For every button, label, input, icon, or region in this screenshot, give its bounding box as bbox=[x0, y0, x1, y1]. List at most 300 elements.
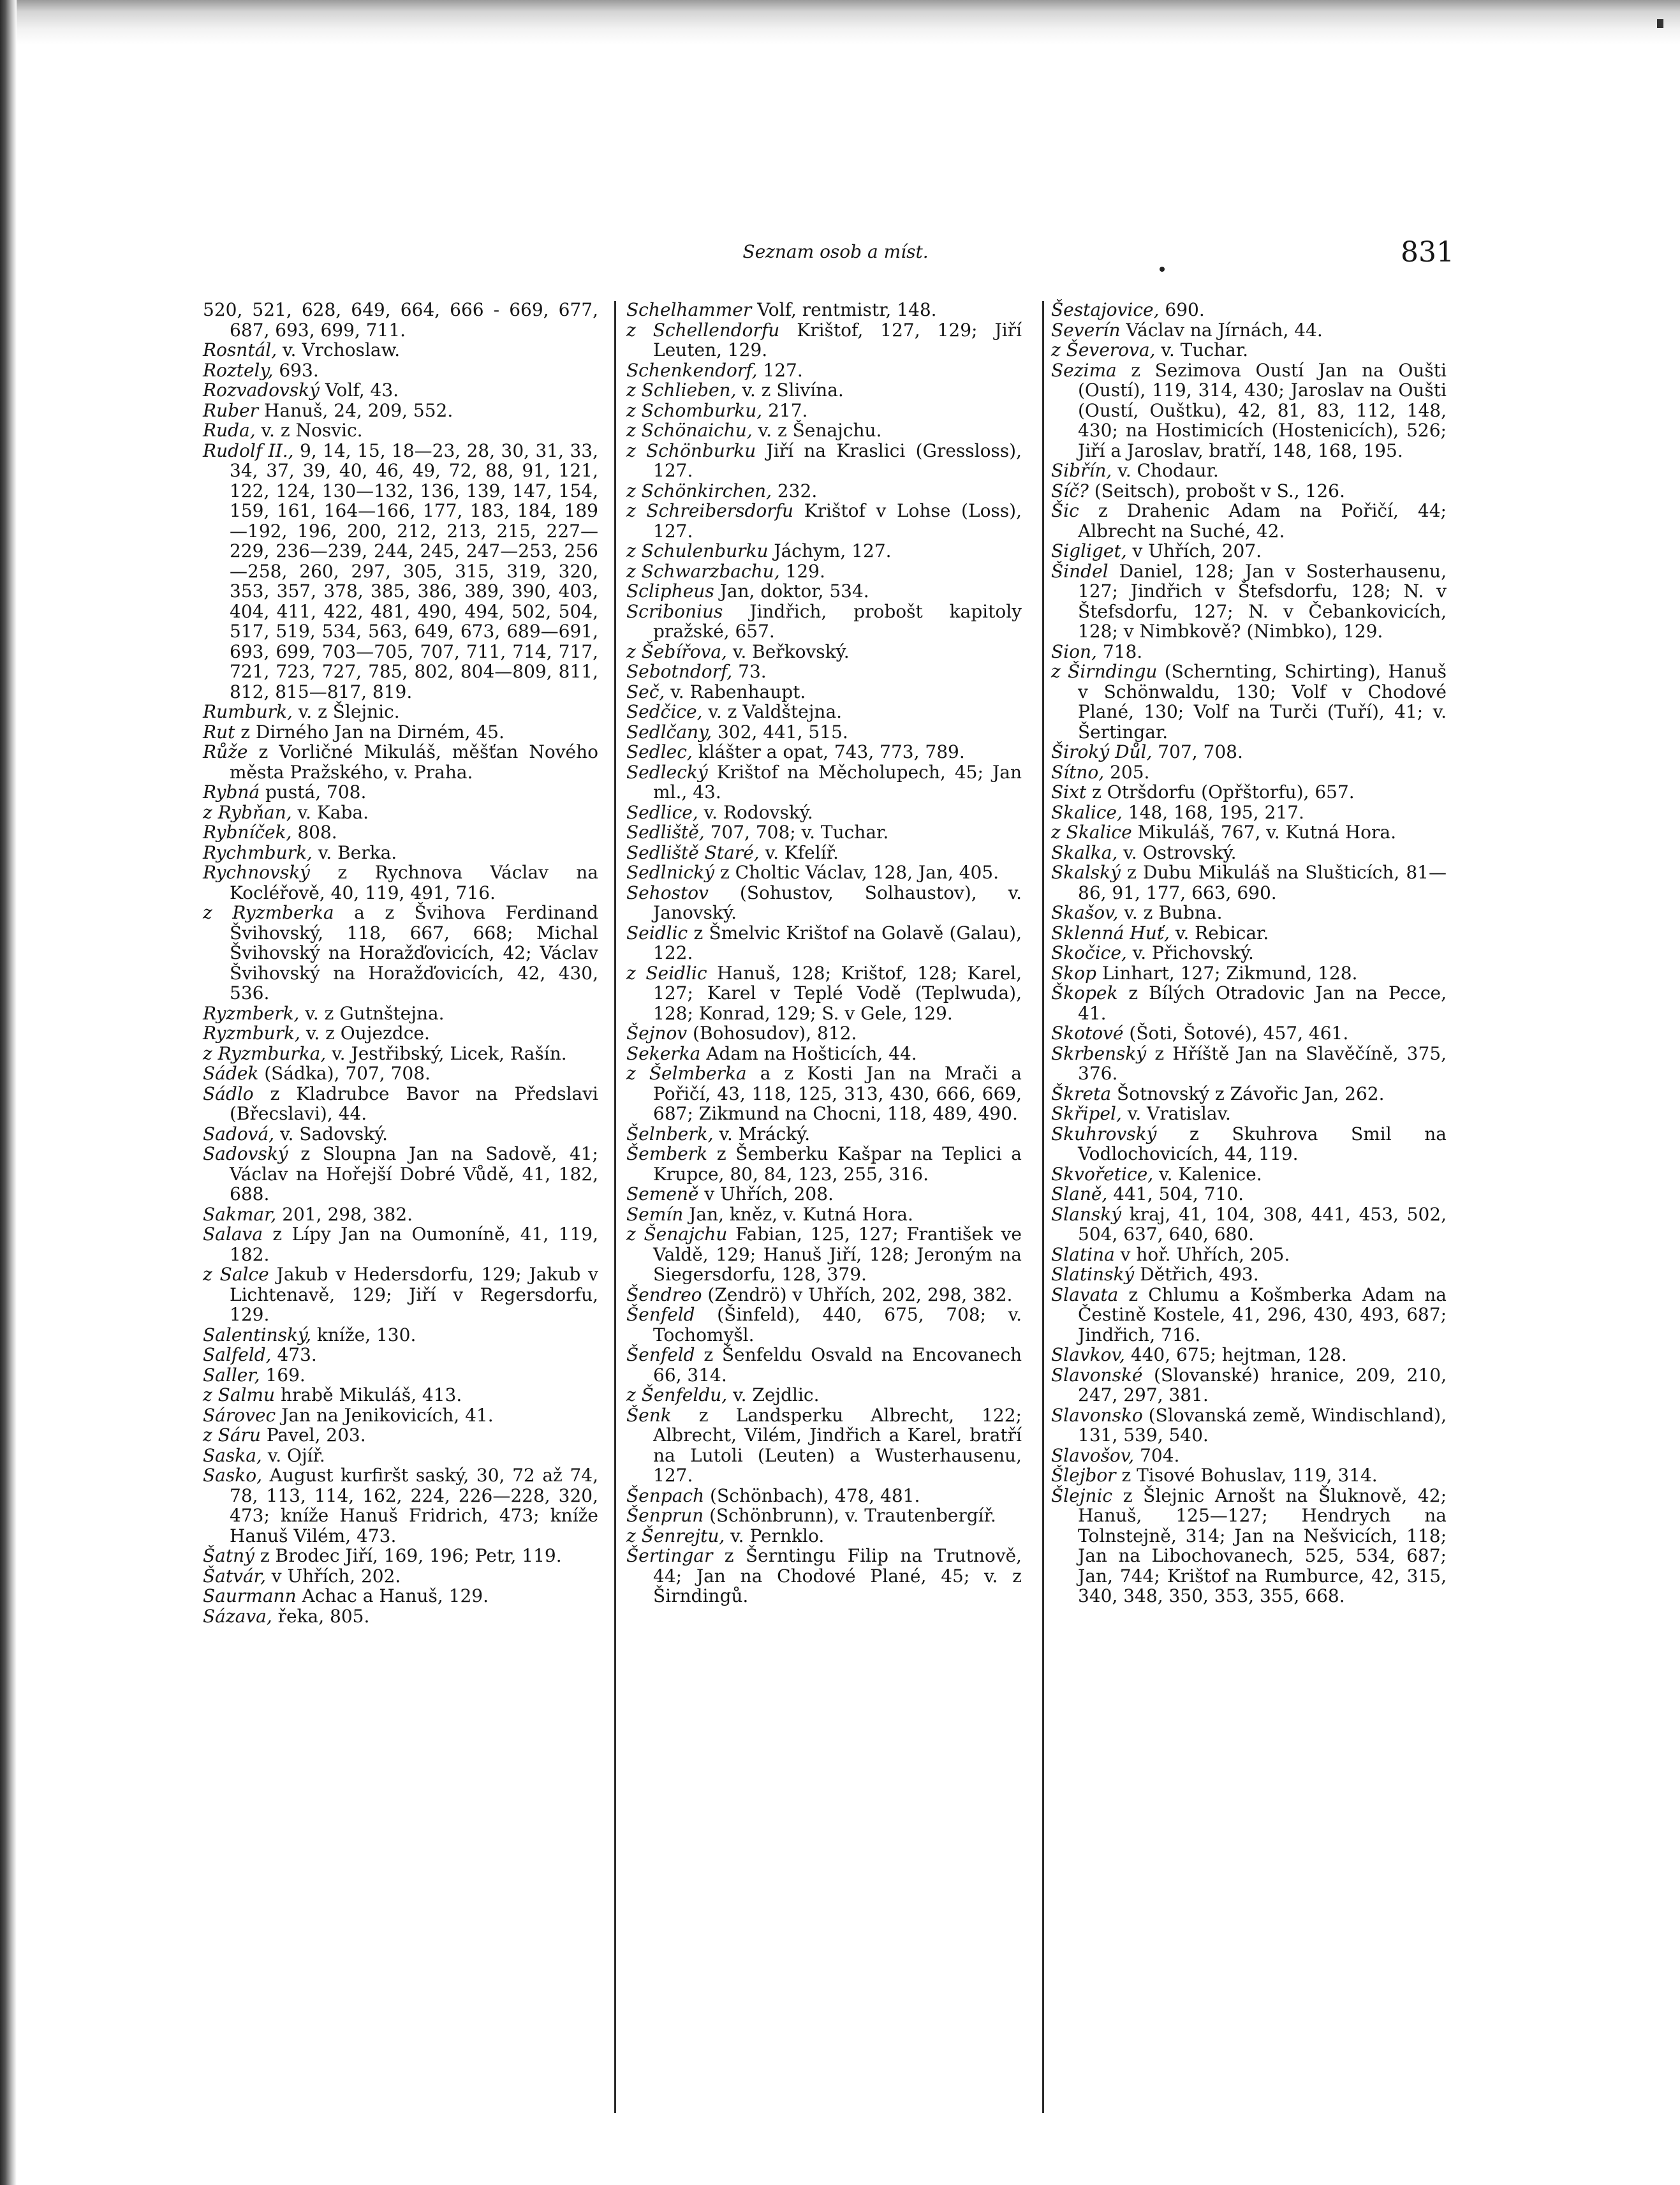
entry-headword: Sibřín, bbox=[1051, 460, 1112, 481]
entry-text: (Šinfeld), 440, 675, 708; v. Tochomyšl. bbox=[653, 1304, 1022, 1345]
entry-headword: Skalský bbox=[1051, 862, 1121, 883]
entry-headword: Sadová, bbox=[203, 1123, 275, 1144]
entry-text: v. Rebicar. bbox=[1169, 922, 1269, 944]
entry-text: v. Ojíř. bbox=[262, 1444, 325, 1466]
index-entry bbox=[626, 662, 1022, 682]
index-entry bbox=[626, 1285, 1022, 1305]
entry-text: v. Zejdlic. bbox=[727, 1384, 820, 1405]
entry-headword: Sedlnický bbox=[626, 862, 715, 883]
entry-text: v. Vratislav. bbox=[1121, 1103, 1231, 1124]
entry-headword: Semeně bbox=[626, 1183, 699, 1204]
index-entry bbox=[1051, 340, 1447, 360]
entry-text: z Šemberku Kašpar na Teplici a Krupce, 80, 84, 123, 255, 316. bbox=[653, 1143, 1022, 1185]
entry-text: v hoř. Uhřích, 205. bbox=[1114, 1243, 1290, 1265]
entry-text: Adam na Hošticích, 44. bbox=[700, 1042, 917, 1064]
entry-text: z Sloupna Jan na Sadově, 41; Václav na Hořejší Dobré Vůdě, 41, 182, 688. bbox=[230, 1143, 598, 1204]
index-entry bbox=[203, 360, 598, 381]
index-entry bbox=[626, 1224, 1022, 1285]
entry-text: Jakub v Hedersdorfu, 129; Jakub v Lichtenavě, 129; Jiří v Regersdorfu, 129. bbox=[230, 1264, 598, 1325]
entry-text: Fabian, 125, 127; František ve Valdě, 129; Hanuš Jiří, 128; Jeroným na Siegersdorfu, 128, 379. bbox=[653, 1224, 1022, 1285]
entry-headword: Sadovský bbox=[203, 1143, 288, 1164]
entry-headword: z Schreibersdorfu bbox=[626, 500, 794, 521]
index-entry bbox=[1051, 1446, 1447, 1466]
index-entry bbox=[1051, 1124, 1447, 1164]
index-entry bbox=[203, 1144, 598, 1204]
entry-text: řeka, 805. bbox=[272, 1605, 370, 1627]
entry-headword: Skočice, bbox=[1051, 942, 1127, 963]
entry-text: kraj, 41, 104, 308, 441, 453, 502, 504, 637, 640, 680. bbox=[1078, 1203, 1447, 1245]
entry-text: v Uhřích, 207. bbox=[1126, 540, 1262, 561]
entry-text: 693. bbox=[273, 359, 319, 381]
index-entry bbox=[203, 1546, 598, 1566]
entry-headword: Schelhammer bbox=[626, 299, 752, 320]
index-entry bbox=[626, 501, 1022, 541]
index-entry bbox=[1051, 782, 1447, 803]
index-entry bbox=[626, 722, 1022, 743]
entry-text: klášter a opat, 743, 773, 789. bbox=[692, 741, 965, 762]
entry-text: (Šoti, Šotové), 457, 461. bbox=[1123, 1023, 1349, 1044]
entry-text: v. z Gutnštejna. bbox=[299, 1002, 445, 1024]
running-title: Seznam osob a míst. bbox=[742, 241, 929, 262]
entry-text: z Tisové Bohuslav, 119, 314. bbox=[1116, 1465, 1378, 1486]
entry-text: v. Kfelíř. bbox=[759, 841, 839, 863]
entry-text: 73. bbox=[732, 661, 767, 682]
entry-text: 707, 708; v. Tuchar. bbox=[704, 822, 889, 843]
entry-headword: Škopek bbox=[1051, 982, 1118, 1004]
index-entry bbox=[203, 441, 598, 702]
index-entry bbox=[203, 340, 598, 360]
entry-headword: Rumburk, bbox=[203, 701, 293, 722]
entry-headword: Sádek bbox=[203, 1063, 259, 1084]
entry-headword: z Salce bbox=[203, 1264, 269, 1285]
index-entry bbox=[203, 1044, 598, 1064]
index-entry bbox=[626, 1486, 1022, 1506]
index-entry bbox=[1051, 762, 1447, 783]
entry-headword: Scribonius bbox=[626, 600, 723, 622]
entry-text: kníže, 130. bbox=[311, 1324, 416, 1345]
index-entry bbox=[203, 803, 598, 823]
entry-text: z Bílých Otradovic Jan na Pecce, 41. bbox=[1078, 982, 1447, 1024]
entry-text: v. z Šenajchu. bbox=[752, 420, 882, 441]
entry-text: v. Rabenhaupt. bbox=[665, 681, 806, 702]
index-entry bbox=[626, 1345, 1022, 1385]
index-entry bbox=[203, 843, 598, 863]
entry-headword: z Salmu bbox=[203, 1384, 276, 1405]
index-entry bbox=[626, 360, 1022, 381]
index-entry bbox=[1051, 1104, 1447, 1124]
index-entry bbox=[626, 803, 1022, 823]
index-entry bbox=[1051, 1245, 1447, 1265]
index-entry bbox=[1051, 642, 1447, 662]
entry-text: (Slovanské) hranice, 209, 210, 247, 297, 381. bbox=[1078, 1364, 1447, 1405]
entry-text: 129. bbox=[779, 560, 825, 582]
index-entry bbox=[203, 1385, 598, 1405]
entry-headword: z Schlieben, bbox=[626, 380, 737, 401]
entry-text: (Schernting, Schirting), Hanuš v Schönwaldu, 130; Volf v Chodové Plané, 130; Volf na Turči (Tuří), 41; v. Šertingar. bbox=[1078, 661, 1447, 743]
index-entry bbox=[203, 702, 598, 722]
entry-text: 148, 168, 195, 217. bbox=[1122, 801, 1304, 823]
entry-text: Daniel, 128; Jan v Sosterhausenu, 127; Jindřich v Štefsdorfu, 128; N. v Štefsdorfu, 127; N. v Čebankovicích, 128; v Nimbkově? (Nimbko), 129. bbox=[1078, 560, 1447, 642]
entry-headword: Šindel bbox=[1051, 560, 1109, 582]
entry-text: 127. bbox=[757, 359, 803, 381]
entry-headword: z Širndingu bbox=[1051, 661, 1158, 682]
index-entry bbox=[203, 1365, 598, 1386]
index-entry bbox=[203, 1606, 598, 1627]
entry-headword: Seidlic bbox=[626, 922, 688, 944]
index-entry bbox=[203, 1063, 598, 1084]
index-entry bbox=[626, 1305, 1022, 1345]
index-column-2 bbox=[626, 300, 1022, 1606]
index-entry bbox=[1051, 843, 1447, 863]
index-entry bbox=[203, 863, 598, 903]
entry-headword: Sebotndorf, bbox=[626, 661, 733, 682]
entry-text: 205. bbox=[1104, 761, 1150, 783]
entry-text: 201, 298, 382. bbox=[276, 1203, 413, 1225]
index-entry bbox=[626, 923, 1022, 963]
entry-text: (Sohustov, Solhaustov), v. Janovský. bbox=[653, 882, 1022, 923]
entry-text: (Zendrö) v Uhřích, 202, 298, 382. bbox=[702, 1284, 1013, 1305]
index-entry bbox=[626, 1506, 1022, 1526]
entry-text: Jan, kněz, v. Kutná Hora. bbox=[683, 1203, 913, 1225]
entry-headword: Salfeld, bbox=[203, 1344, 272, 1365]
entry-headword: Růže bbox=[203, 741, 248, 762]
entry-text: z Kladrubce Bavor na Předslavi (Břecslavi), 44. bbox=[230, 1083, 598, 1124]
entry-text: v. Kaba. bbox=[291, 801, 369, 823]
index-entry bbox=[203, 1264, 598, 1325]
column-rule-2 bbox=[1042, 301, 1044, 2113]
index-entry bbox=[626, 843, 1022, 863]
index-entry bbox=[1051, 923, 1447, 944]
entry-headword: Sixt bbox=[1051, 781, 1087, 803]
index-entry bbox=[626, 380, 1022, 401]
entry-headword: Saska, bbox=[203, 1444, 262, 1466]
entry-headword: z Skalice bbox=[1051, 822, 1132, 843]
index-entry bbox=[1051, 1164, 1447, 1185]
entry-text: Jan na Jenikovicích, 41. bbox=[276, 1404, 494, 1426]
entry-headword: Slavonské bbox=[1051, 1364, 1143, 1386]
entry-text: Dětřich, 493. bbox=[1134, 1264, 1259, 1285]
entry-headword: Rozvadovský bbox=[203, 380, 320, 401]
index-entry bbox=[1051, 903, 1447, 923]
entry-text: Pavel, 203. bbox=[260, 1425, 366, 1446]
entry-text: v. Tuchar. bbox=[1155, 339, 1248, 360]
entry-headword: Sedlčany, bbox=[626, 721, 712, 743]
entry-headword: z Šenfeldu, bbox=[626, 1384, 728, 1405]
index-entry bbox=[626, 541, 1022, 561]
index-entry bbox=[626, 682, 1022, 702]
index-entry bbox=[1051, 963, 1447, 984]
index-entry bbox=[203, 300, 598, 340]
entry-headword: z Schwarzbachu, bbox=[626, 560, 780, 582]
entry-headword: Saller, bbox=[203, 1364, 260, 1386]
index-entry bbox=[203, 1465, 598, 1546]
entry-text: v. Ostrovský. bbox=[1117, 841, 1237, 863]
entry-headword: Šestajovice, bbox=[1051, 299, 1160, 320]
entry-text: Jáchym, 127. bbox=[768, 540, 892, 561]
index-entry bbox=[203, 380, 598, 401]
entry-headword: Slavkov, bbox=[1051, 1344, 1125, 1365]
index-entry bbox=[626, 602, 1022, 642]
index-column-3 bbox=[1051, 300, 1447, 1606]
entry-headword: Šejnov bbox=[626, 1023, 688, 1044]
index-entry bbox=[1051, 983, 1447, 1023]
entry-text: v. Přichovský. bbox=[1126, 942, 1254, 963]
entry-text: (Seitsch), probošt v S., 126. bbox=[1088, 480, 1345, 501]
index-entry bbox=[626, 1184, 1022, 1204]
entry-headword: Rychmburk, bbox=[203, 841, 313, 863]
entry-headword: Šenfeld bbox=[626, 1304, 695, 1325]
entry-headword: Semín bbox=[626, 1203, 684, 1225]
entry-text: z Lípy Jan na Oumoníně, 41, 119, 182. bbox=[230, 1224, 598, 1265]
entry-text: v. Jestřibský, Licek, Rašín. bbox=[326, 1042, 567, 1064]
entry-headword: Síč? bbox=[1051, 480, 1089, 501]
index-entry bbox=[626, 1063, 1022, 1124]
index-entry bbox=[626, 320, 1022, 360]
entry-text: (Slovanská země, Windischland), 131, 539, 540. bbox=[1078, 1404, 1447, 1446]
entry-headword: Rudolf II., bbox=[203, 440, 294, 461]
index-entry bbox=[203, 1566, 598, 1587]
entry-text: z Landsperku Albrecht, 122; Albrecht, Vilém, Jindřich a Karel, bratří na Lutoli (Leuten) a Wusterhausenu, 127. bbox=[653, 1404, 1022, 1486]
entry-text: Jiří na Kraslici (Gressloss), 127. bbox=[653, 440, 1022, 481]
index-entry bbox=[626, 1023, 1022, 1044]
entry-headword: Rosntál, bbox=[203, 339, 277, 360]
entry-headword: Skalice, bbox=[1051, 801, 1123, 823]
index-entry bbox=[1051, 300, 1447, 320]
entry-text: a z Švihova Ferdinand Švihovský, 118, 667, 668; Michal Švihovský na Horažďovicích, 42; Václav Švihovský na Horažďovicích, 42, 430, 536. bbox=[230, 902, 598, 1004]
index-entry bbox=[1051, 360, 1447, 461]
entry-headword: Široký Důl, bbox=[1051, 741, 1153, 762]
entry-text: z Brodec Jiří, 169, 196; Petr, 119. bbox=[254, 1545, 562, 1566]
index-entry bbox=[203, 1405, 598, 1426]
entry-text: v. Berka. bbox=[312, 841, 397, 863]
entry-text: Šotnovský z Závořic Jan, 262. bbox=[1111, 1083, 1385, 1104]
entry-text: 707, 708. bbox=[1152, 741, 1243, 762]
entry-text: (Bohosudov), 812. bbox=[687, 1023, 857, 1044]
entry-text: v. z Valdštejna. bbox=[702, 701, 843, 722]
entry-headword: z Šenrejtu, bbox=[626, 1525, 725, 1546]
entry-headword: z Schönkirchen, bbox=[626, 480, 772, 501]
entry-text: Mikuláš, 767, v. Kutná Hora. bbox=[1131, 822, 1397, 843]
entry-text: (Schönbach), 478, 481. bbox=[704, 1485, 920, 1506]
entry-headword: Sedlec, bbox=[626, 741, 693, 762]
entry-headword: Slatinský bbox=[1051, 1264, 1135, 1285]
entry-headword: z Ševerova, bbox=[1051, 339, 1156, 360]
entry-headword: Šatný bbox=[203, 1545, 254, 1566]
entry-headword: Sigliget, bbox=[1051, 540, 1127, 561]
index-entry bbox=[626, 1526, 1022, 1546]
entry-text: z Drahenic Adam na Pořičí, 44; Albrecht na Suché, 42. bbox=[1078, 500, 1447, 542]
entry-headword: Šenpach bbox=[626, 1485, 705, 1506]
scan-edge-top bbox=[0, 0, 1680, 45]
index-entry bbox=[626, 1204, 1022, 1225]
index-entry bbox=[1051, 461, 1447, 481]
scan-edge-mark bbox=[1657, 19, 1663, 28]
entry-text: v. Sadovský. bbox=[274, 1123, 388, 1144]
entry-headword: Salava bbox=[203, 1224, 263, 1245]
index-entry bbox=[626, 1144, 1022, 1184]
index-entry bbox=[203, 420, 598, 441]
index-entry bbox=[626, 420, 1022, 441]
index-entry bbox=[626, 762, 1022, 803]
index-entry bbox=[1051, 1285, 1447, 1345]
entry-text: z Dubu Mikuláš na Slušticích, 81—86, 91, 177, 663, 690. bbox=[1078, 862, 1447, 903]
entry-text: 440, 675; hejtman, 128. bbox=[1124, 1344, 1347, 1365]
index-column-1 bbox=[203, 300, 598, 1626]
entry-headword: Sklenná Huť, bbox=[1051, 922, 1170, 944]
entry-headword: Sakmar, bbox=[203, 1203, 277, 1225]
index-entry bbox=[1051, 822, 1447, 843]
entry-headword: Sedčice, bbox=[626, 701, 703, 722]
entry-headword: Sehostov bbox=[626, 882, 709, 903]
index-entry bbox=[203, 822, 598, 843]
entry-text: z Šlejnic Arnošt na Šluknově, 42; Hanuš, 125—127; Hendrych na Tolnstejně, 314; Jan na Nešvicích, 118; Jan na Libochovanech, 525, 534, 687; Jan, 744; Krištof na Rumburce, 42, 315, 340, 348, 350, 353, 355, 668. bbox=[1078, 1485, 1447, 1606]
entry-text: v. Chodaur. bbox=[1112, 460, 1219, 481]
entry-headword: Salentinský, bbox=[203, 1324, 312, 1345]
entry-text: z Sezimova Oustí Jan na Oušti (Oustí), 119, 314, 430; Jaroslav na Oušti (Oustí, Ouštku), 42, 81, 83, 112, 148, 430; na Hostimicích (Hostenicích), 526; Jiří a Jaroslav, bratří, 148, 168, 195. bbox=[1078, 359, 1447, 461]
entry-text: 718. bbox=[1096, 641, 1143, 662]
entry-headword: z Šenajchu bbox=[626, 1224, 728, 1245]
index-entry bbox=[1051, 561, 1447, 642]
entry-headword: Rybníček, bbox=[203, 822, 292, 843]
entry-text: 473. bbox=[271, 1344, 317, 1365]
index-entry bbox=[203, 1224, 598, 1264]
index-entry bbox=[203, 1345, 598, 1365]
entry-text: v. Kalenice. bbox=[1153, 1163, 1262, 1185]
entry-text: 690. bbox=[1159, 299, 1205, 320]
entry-text: v Uhřích, 208. bbox=[698, 1183, 834, 1204]
entry-headword: Šlejbor bbox=[1051, 1465, 1116, 1486]
index-entry bbox=[626, 441, 1022, 481]
entry-headword: Ruber bbox=[203, 399, 258, 421]
entry-headword: Skašov, bbox=[1051, 902, 1119, 923]
index-entry bbox=[1051, 541, 1447, 561]
entry-headword: Schenkendorf, bbox=[626, 359, 758, 381]
entry-text: v. z Bubna. bbox=[1118, 902, 1223, 923]
entry-text: v. Mrácký. bbox=[713, 1123, 811, 1144]
entry-headword: Sádlo bbox=[203, 1083, 254, 1104]
entry-text: August kurfiršt saský, 30, 72 až 74, 78, 113, 114, 162, 224, 226—228, 320, 473; kníže Hanuš Fridrich, 473; kníže Hanuš Vilém, 473. bbox=[230, 1465, 598, 1546]
entry-text: Krištof v Lohse (Loss), 127. bbox=[653, 500, 1022, 542]
entry-headword: Saurmann bbox=[203, 1585, 297, 1606]
index-entry bbox=[1051, 1486, 1447, 1606]
entry-headword: Šatvár, bbox=[203, 1565, 266, 1587]
entry-text: z Skuhrova Smil na Vodlochovicích, 44, 119. bbox=[1078, 1123, 1447, 1164]
entry-headword: Sclipheus bbox=[626, 581, 714, 602]
entry-headword: Severín bbox=[1051, 319, 1121, 341]
entry-text: v. Rodovský. bbox=[698, 801, 813, 823]
entry-headword: Skalka, bbox=[1051, 841, 1118, 863]
entry-text: z Šenfeldu Osvald na Encovanech 66, 314. bbox=[653, 1344, 1022, 1386]
entry-headword: Sárovec bbox=[203, 1404, 276, 1426]
entry-text: (Sádka), 707, 708. bbox=[258, 1063, 431, 1084]
entry-headword: Slanský bbox=[1051, 1203, 1122, 1225]
entry-text: 169. bbox=[260, 1364, 306, 1386]
entry-text: Jan, doktor, 534. bbox=[714, 581, 869, 602]
entry-headword: Sedliště, bbox=[626, 822, 705, 843]
entry-headword: z Ryzmburka, bbox=[203, 1042, 327, 1064]
entry-headword: Skrbenský bbox=[1051, 1042, 1147, 1064]
entry-headword: Rut bbox=[203, 721, 235, 743]
entry-headword: z Schönburku bbox=[626, 440, 756, 461]
entry-text: v. z Nosvic. bbox=[255, 420, 363, 441]
entry-text: v. z Slivína. bbox=[736, 380, 844, 401]
entry-headword: Skvořetice, bbox=[1051, 1163, 1154, 1185]
entry-text: z Vorličné Mikuláš, měšťan Nového města Pražského, v. Praha. bbox=[230, 741, 598, 783]
column-rule-1 bbox=[614, 301, 616, 2113]
index-entry bbox=[203, 903, 598, 1004]
entry-text: 9, 14, 15, 18—23, 28, 30, 31, 33, 34, 37, 39, 40, 46, 49, 72, 88, 91, 121, 122, 124, 130—132, 136, 139, 147, 154, 159, 161, 164—166, 177, 183, 184, 189—192, 196, 200, 212, 213, 215, 227—229, 236—239, 244, 245, 247—253, 256—258, 260, 297, 305, 315, 319, 320, 353, 357, 378, 385, 386, 389, 390, 403, 404, 411, 422, 481, 490, 494, 502, 504, 517, 519, 534, 563, 649, 673, 689—691, 693, 699, 703—705, 707, 711, 714, 717, 721, 723, 727, 785, 802, 804—809, 811, 812, 815—817, 819. bbox=[230, 440, 598, 702]
index-entry bbox=[626, 742, 1022, 762]
entry-headword: Šlejnic bbox=[1051, 1485, 1113, 1506]
index-entry bbox=[203, 1325, 598, 1345]
entry-headword: Sezima bbox=[1051, 359, 1117, 381]
index-entry bbox=[203, 401, 598, 421]
entry-headword: Skřipel, bbox=[1051, 1103, 1122, 1124]
entry-text: hrabě Mikuláš, 413. bbox=[275, 1384, 462, 1405]
entry-text: v. Pernklo. bbox=[725, 1525, 825, 1546]
entry-headword: Sítno, bbox=[1051, 761, 1105, 783]
entry-text: 217. bbox=[762, 399, 808, 421]
entry-text: Václav na Jírnách, 44. bbox=[1120, 319, 1323, 341]
entry-headword: z Schönaichu, bbox=[626, 420, 753, 441]
entry-headword: z Schomburku, bbox=[626, 399, 763, 421]
index-entry bbox=[1051, 1465, 1447, 1486]
entry-headword: Ryzmburk, bbox=[203, 1023, 300, 1044]
entry-headword: Skuhrovský bbox=[1051, 1123, 1157, 1144]
entry-headword: z Seidlic bbox=[626, 962, 707, 984]
index-entry bbox=[1051, 803, 1447, 823]
index-entry bbox=[1051, 1204, 1447, 1245]
entry-text: Hanuš, 24, 209, 552. bbox=[258, 399, 453, 421]
entry-headword: Šertingar bbox=[626, 1545, 713, 1566]
index-entry bbox=[1051, 1345, 1447, 1365]
index-entry bbox=[1051, 1044, 1447, 1084]
entry-text: 232. bbox=[771, 480, 818, 501]
entry-headword: z Schulenburku bbox=[626, 540, 769, 561]
entry-text: z Rychnova Václav na Kocléřově, 40, 119, 491, 716. bbox=[230, 862, 598, 903]
index-entry bbox=[626, 863, 1022, 883]
entry-text: v Uhřích, 202. bbox=[265, 1565, 401, 1587]
index-entry bbox=[626, 1385, 1022, 1405]
entry-headword: Rychnovský bbox=[203, 862, 310, 883]
index-entry bbox=[626, 1124, 1022, 1144]
index-entry bbox=[1051, 1365, 1447, 1405]
entry-text: Achac a Hanuš, 129. bbox=[296, 1585, 489, 1606]
entry-text: (Schönbrunn), v. Trautenbergíř. bbox=[704, 1505, 996, 1526]
entry-text: 302, 441, 515. bbox=[712, 721, 848, 743]
entry-text: Krištof na Měcholupech, 45; Jan ml., 43. bbox=[653, 761, 1022, 803]
index-entry bbox=[1051, 863, 1447, 903]
index-entry bbox=[1051, 1023, 1447, 1044]
entry-text: v. Vrchoslaw. bbox=[277, 339, 401, 360]
entry-text: a z Kosti Jan na Mrači a Pořičí, 43, 118, 125, 313, 430, 666, 669, 687; Zikmund na Chocni, 118, 489, 490. bbox=[653, 1063, 1022, 1124]
entry-headword: Ryzmberk, bbox=[203, 1002, 300, 1024]
entry-text: z Šerntingu Filip na Trutnově, 44; Jan na Chodové Plané, 45; v. z Širndingů. bbox=[653, 1545, 1022, 1606]
entry-text: z Hříště Jan na Slavěčíně, 375, 376. bbox=[1078, 1042, 1447, 1084]
index-entry bbox=[203, 1446, 598, 1466]
entry-text: v. Beřkovský. bbox=[726, 641, 850, 662]
entry-headword: z Sáru bbox=[203, 1425, 261, 1446]
entry-text: 520, 521, 628, 649, 664, 666 - 669, 677, 687, 693, 699, 711. bbox=[203, 299, 598, 341]
entry-headword: Slavonsko bbox=[1051, 1404, 1143, 1426]
index-entry bbox=[626, 581, 1022, 602]
entry-text: Hanuš, 128; Krištof, 128; Karel, 127; Karel v Teplé Vodě (Teplwuda), 128; Konrad, 129; S. v Gele, 129. bbox=[653, 962, 1022, 1024]
print-dot bbox=[1160, 267, 1165, 272]
entry-text: z Chlumu a Košmberka Adam na Čestině Kostele, 41, 296, 430, 493, 687; Jindřich, 716. bbox=[1078, 1284, 1447, 1345]
entry-headword: Sázava, bbox=[203, 1605, 272, 1627]
index-entry bbox=[626, 883, 1022, 923]
entry-headword: z Ryzmberka bbox=[203, 902, 334, 923]
